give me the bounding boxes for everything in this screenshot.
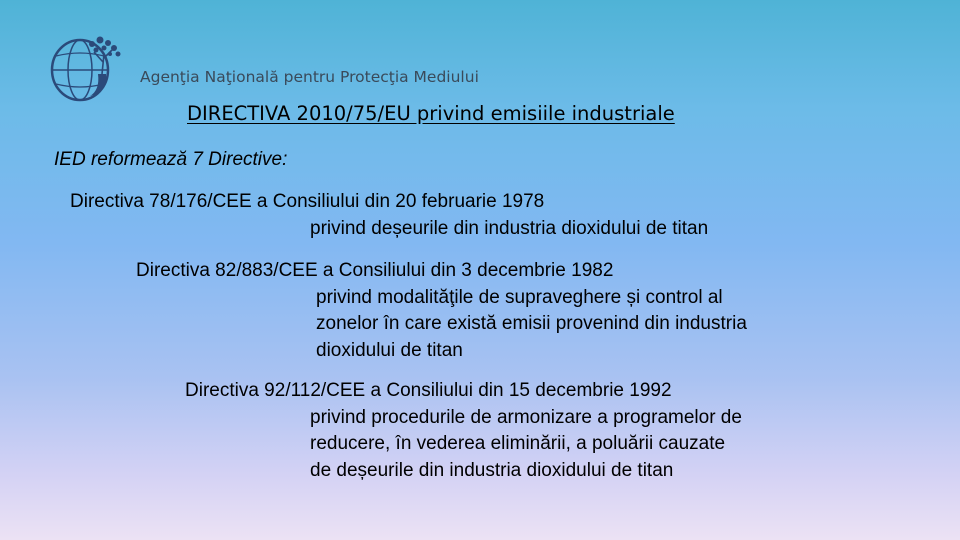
agency-name: Agenţia Naţională pentru Protecţia Mediului [140,68,479,86]
directive-description-line: reducere, în vederea eliminării, a poluării cauzate [310,433,726,454]
directive-description-line: privind deșeurile din industria dioxidului de titan [310,217,709,239]
globe-tree-logo-icon [46,30,132,102]
directive-item [136,258,747,364]
directive-description-line: privind modalităţile de supraveghere și control al [316,286,723,308]
directive-description-line: privind procedurile de armonizare a programelor de [310,406,742,428]
directive-item [185,378,742,484]
directive-description-line: de deșeurile din industria dioxidului de titan [310,459,674,481]
subtitle: IED reformează 7 Directive: [54,149,288,170]
directive-description-line: dioxidului de titan [316,339,463,361]
directive-source: a Consiliului din 3 decembrie 1982 [317,260,614,281]
directive-item [70,189,708,242]
page-title: DIRECTIVA 2010/75/EU privind emisiile industriale [187,102,675,125]
directive-source: a Consiliului din 20 februarie 1978 [251,191,545,212]
directive-code: Directiva 92/112/CEE [185,380,366,401]
directive-description-line: zonelor în care există emisii provenind din industria [316,313,747,334]
directive-source: a Consiliului din 15 decembrie 1992 [365,380,672,401]
directive-code: Directiva 78/176/CEE [70,191,252,212]
directive-code: Directiva 82/883/CEE [136,260,318,281]
